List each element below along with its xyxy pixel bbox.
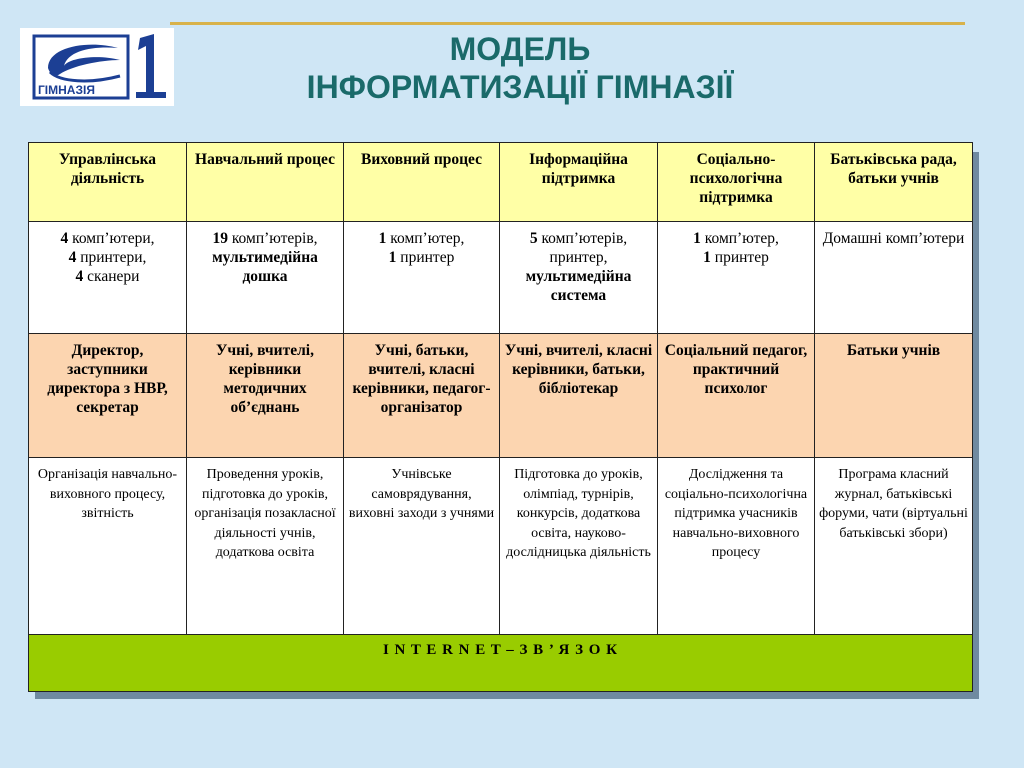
users-cell: Соціальний педагог, практичний психолог: [658, 334, 815, 458]
top-rule: [170, 22, 965, 25]
users-cell: Учні, вчителі, керівники методичних об’єднань: [187, 334, 344, 458]
title-line-2: ІНФОРМАТИЗАЦІЇ ГІМНАЗІЇ: [306, 69, 734, 105]
header-cell: Виховний процес: [344, 143, 500, 222]
users-row: [29, 334, 973, 458]
equipment-row: [29, 222, 973, 334]
tasks-cell: Учнівське самоврядування, виховні заходи з учнями: [344, 458, 500, 635]
header-cell: Навчальний процес: [187, 143, 344, 222]
equipment-cell: 4 комп’ютери, 4 принтери, 4 сканери: [29, 222, 187, 334]
tasks-cell: Програма класний журнал, батьківські форуми, чати (віртуальні батьківські збори): [815, 458, 973, 635]
title-line-1: МОДЕЛЬ: [449, 31, 591, 67]
page-title: [200, 30, 840, 106]
header-cell: Управлінська діяльність: [29, 143, 187, 222]
tasks-cell: Підготовка до уроків, олімпіад, турнірів, конкурсів, додаткова освіта, науково-дослідницька діяльність: [500, 458, 658, 635]
equipment-cell: Домашні комп’ютери: [815, 222, 973, 334]
equipment-cell: 5 комп’ютерів, принтер, мультимедійна система: [500, 222, 658, 334]
logo-text: ГІМНАЗІЯ: [38, 83, 95, 97]
tasks-cell: Проведення уроків, підготовка до уроків, організація позакласної діяльності учнів, додаткова освіта: [187, 458, 344, 635]
logo-emblem-icon: [20, 28, 174, 106]
users-cell: Директор, заступники директора з НВР, секретар: [29, 334, 187, 458]
gymnasium-logo: [20, 28, 174, 106]
tasks-cell: Дослідження та соціально-психологічна підтримка учасників навчально-виховного процесу: [658, 458, 815, 635]
users-cell: Батьки учнів: [815, 334, 973, 458]
equipment-cell: 1 комп’ютер, 1 принтер: [344, 222, 500, 334]
header-cell: Батьківська рада, батьки учнів: [815, 143, 973, 222]
users-cell: Учні, вчителі, класні керівники, батьки, бібліотекар: [500, 334, 658, 458]
tasks-row: [29, 458, 973, 635]
equipment-cell: 19 комп’ютерів, мультимедійна дошка: [187, 222, 344, 334]
informatization-model-table: [28, 142, 973, 692]
header-cell: Соціально-психологічна підтримка: [658, 143, 815, 222]
header-row: [29, 143, 973, 222]
header-cell: Інформаційна підтримка: [500, 143, 658, 222]
users-cell: Учні, батьки, вчителі, класні керівники, педагог-організатор: [344, 334, 500, 458]
internet-connection-cell: I N T E R N E T – З В ’ Я З О К: [29, 635, 973, 692]
internet-row: [29, 635, 973, 692]
tasks-cell: Організація навчально-виховного процесу, звітність: [29, 458, 187, 635]
equipment-cell: 1 комп’ютер, 1 принтер: [658, 222, 815, 334]
